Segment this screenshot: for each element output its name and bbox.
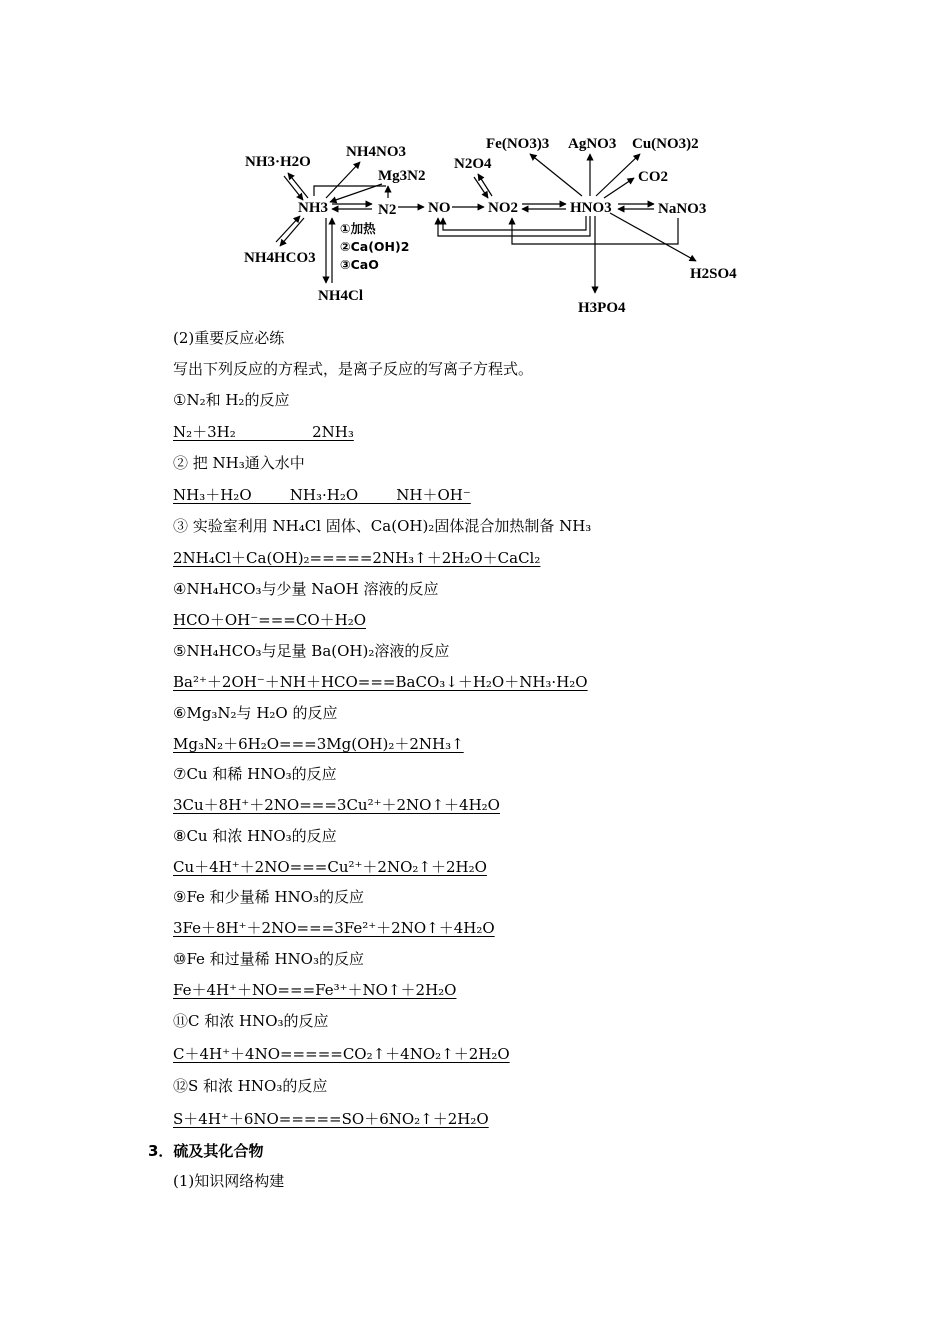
node-hno3: HNO3 bbox=[570, 200, 612, 216]
condition-2: ②Ca(OH)2 bbox=[340, 239, 410, 254]
reaction-12-question: ⑫S 和浓 HNO₃的反应 bbox=[173, 1077, 328, 1095]
node-n2o4: N2O4 bbox=[454, 156, 492, 172]
node-nh4hco3: NH4HCO3 bbox=[244, 250, 316, 266]
nitrogen-network-diagram bbox=[230, 118, 750, 323]
node-co2: CO2 bbox=[638, 169, 668, 185]
reaction-6-question: ⑥Mg₃N₂与 H₂O 的反应 bbox=[173, 704, 338, 722]
node-no: NO bbox=[428, 200, 451, 216]
node-nh4cl: NH4Cl bbox=[318, 288, 363, 304]
reaction-11-answer: C＋4H⁺＋4NO=====CO₂↑＋4NO₂↑＋2H₂O bbox=[173, 1045, 510, 1063]
node-nh3: NH3 bbox=[298, 200, 328, 216]
condition-1: ①加热 bbox=[340, 221, 376, 236]
reaction-7-answer: 3Cu＋8H⁺＋2NO===3Cu²⁺＋2NO↑＋4H₂O bbox=[173, 796, 500, 814]
reaction-10-answer: Fe＋4H⁺＋NO===Fe³⁺＋NO↑＋2H₂O bbox=[173, 981, 457, 999]
node-h2so4: H2SO4 bbox=[690, 266, 737, 282]
node-h3po4: H3PO4 bbox=[578, 300, 626, 316]
reaction-3-question: ③ 实验室利用 NH₄Cl 固体、Ca(OH)₂固体混合加热制备 NH₃ bbox=[173, 517, 592, 535]
reaction-8-answer: Cu＋4H⁺＋2NO===Cu²⁺＋2NO₂↑＋2H₂O bbox=[173, 858, 487, 876]
reaction-9-answer: 3Fe＋8H⁺＋2NO===3Fe²⁺＋2NO↑＋4H₂O bbox=[173, 919, 495, 937]
reaction-11-question: ⑪C 和浓 HNO₃的反应 bbox=[173, 1012, 329, 1030]
node-no2: NO2 bbox=[488, 200, 518, 216]
node-agno3: AgNO3 bbox=[568, 136, 617, 152]
node-n2: N2 bbox=[378, 202, 397, 218]
reaction-4-answer: HCO＋OH⁻===CO＋H₂O bbox=[173, 611, 367, 629]
node-cuno32: Cu(NO3)2 bbox=[632, 136, 699, 152]
section-3-subtitle: (1)知识网络构建 bbox=[173, 1172, 285, 1190]
reaction-7-question: ⑦Cu 和稀 HNO₃的反应 bbox=[173, 765, 337, 783]
reaction-5-answer: Ba²⁺＋2OH⁻＋NH＋HCO===BaCO₃↓＋H₂O＋NH₃·H₂O bbox=[173, 673, 588, 691]
diagram-arrows bbox=[276, 154, 696, 293]
reaction-12-answer: S＋4H⁺＋6NO=====SO＋6NO₂↑＋2H₂O bbox=[173, 1110, 489, 1128]
node-nano3: NaNO3 bbox=[658, 201, 707, 217]
reaction-2-question: ② 把 NH₃通入水中 bbox=[173, 454, 305, 472]
reaction-5-question: ⑤NH₄HCO₃与足量 Ba(OH)₂溶液的反应 bbox=[173, 642, 450, 660]
instruction-text: 写出下列反应的方程式，是离子反应的写离子方程式。 bbox=[173, 360, 534, 378]
reaction-3-answer: 2NH₄Cl＋Ca(OH)₂=====2NH₃↑＋2H₂O＋CaCl₂ bbox=[173, 549, 541, 567]
section-2-title: (2)重要反应必练 bbox=[173, 329, 285, 347]
reaction-6-answer: Mg₃N₂＋6H₂O===3Mg(OH)₂＋2NH₃↑ bbox=[173, 735, 464, 753]
node-nh4no3: NH4NO3 bbox=[346, 144, 406, 160]
node-mg3n2: Mg3N2 bbox=[378, 168, 426, 184]
reaction-1-question: ①N₂和 H₂的反应 bbox=[173, 391, 290, 409]
reaction-10-question: ⑩Fe 和过量稀 HNO₃的反应 bbox=[173, 950, 364, 968]
node-feno33: Fe(NO3)3 bbox=[486, 136, 550, 152]
condition-3: ③CaO bbox=[340, 257, 379, 272]
reaction-2-answer: NH₃＋H₂O NH₃·H₂O NH＋OH⁻ bbox=[173, 486, 471, 504]
node-nh3h2o: NH3·H2O bbox=[245, 154, 311, 170]
reaction-9-question: ⑨Fe 和少量稀 HNO₃的反应 bbox=[173, 888, 364, 906]
reaction-1-answer: N₂＋3H₂ 2NH₃ bbox=[173, 423, 354, 441]
reaction-4-question: ④NH₄HCO₃与少量 NaOH 溶液的反应 bbox=[173, 580, 439, 598]
reaction-8-question: ⑧Cu 和浓 HNO₃的反应 bbox=[173, 827, 337, 845]
section-3-title: 3．硫及其化合物 bbox=[148, 1142, 264, 1160]
